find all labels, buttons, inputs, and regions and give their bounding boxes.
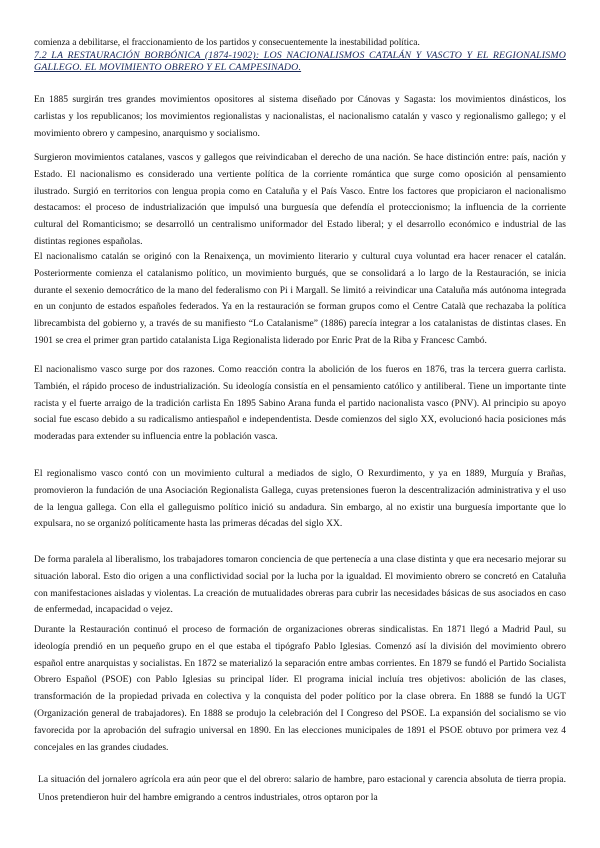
paragraph-workers-movement: De forma paralela al liberalismo, los trabajadores tomaron conciencia de que pertenecía a una clase distinta y que era necesario mejorar su situación laboral. Esto dio origen a una conflictividad social por la lucha por la igualdad. El movimiento obrero se concretó en Cataluña con manifestaciones aisladas y violentas. La creación de mutualidades obreras para cubrir las necesidades básicas de sus asociados en caso de enfermedad, incapacidad o vejez. [34,555,566,616]
paragraph-nationalism-origins: Surgieron movimientos catalanes, vascos y gallegos que reivindicaban el derecho de una nación. Se hace distinción entre: país, nación y Estado. El nacionalismo es considerado una vertiente política de la corriente romántica que surge como oposición al pensamiento ilustrado. Surgió en territorios con lengua propia como en Cataluña y el País Vasco. Entre los factores que propiciaron el nacionalismo destacamos: el proceso de industrialización que impulsó una burguesía que defendía el proteccionismo; la influencia de la corriente cultural del Romanticismo; se desarrolló un centralismo uniformador del Estado liberal; y el desarrollo económico e industrial de las distintas regiones españolas. [34,153,566,247]
section-title: 7.2 LA RESTAURACIÓN BORBÓNICA (1874-1902): LOS NACIONALISMOS CATALÁN Y VASCTO Y EL REGIONALISMO GALLEGO. EL MOVIMIENTO OBRERO Y EL CAMPESINADO. [34,50,566,74]
paragraph-basque-nationalism: El nacionalismo vasco surge por dos razones. Como reacción contra la abolición de los fueros en 1876, tras la tercera guerra carlista. También, el rápido proceso de industrialización. Su ideología consistía en el pensamiento católico y antiliberal. Tiene un importante tinte racista y el fuerte arraigo de la tradición carlista En 1895 Sabino Arana funda el partido nacionalista vasco (PNV). Al principio su apoyo social fue escaso debido a su radicalismo antiespañol e independentista. Desde comienzos del siglo XX, evolucionó hacia posiciones más moderadas para extender su influencia entre la población vasca. [34,365,566,443]
continuation-line: comienza a debilitarse, el fraccionamiento de los partidos y consecuentemente la inestabilidad política. [34,38,420,48]
paragraph-galician-regionalism: El regionalismo vasco contó con un movimiento cultural a mediados de siglo, O Rexurdimento, y ya en 1889, Murguía y Brañas, promovieron la fundación de una Asociación Regionalista Gallega, cuyas pretensiones fueron la descentralización administrativa y el uso de la lengua gallega. Con ella el galleguismo político inició su andadura. Sin embargo, al no existir una burguesía importante que lo expulsara, no se organizó políticamente hasta las primeras décadas del siglo XX. [34,469,566,530]
paragraph-opposition-movements: En 1885 surgirán tres grandes movimientos opositores al sistema diseñado por Cánovas y Sagasta: los movimientos dinásticos, los carlistas y los republicanos; los movimientos regionalistas y nacionalistas, el nacionalismo catalán y vasco y regionalismo gallego; y el movimiento obrero y campesino, anarquismo y socialismo. [34,95,566,139]
paragraph-socialism: Durante la Restauración continuó el proceso de formación de organizaciones obreras sindicalistas. En 1871 llegó a Madrid Paul, su ideología prendió en un pequeño grupo en el que estaba el tipógrafo Pablo Iglesias. Comenzó así la división del movimiento obrero español entre anarquistas y socialistas. En 1872 se materializó la separación entre ambas corrientes. En 1879 se fundó el Partido Socialista Obrero Español (PSOE) con Pablo Iglesias su principal líder. El programa inicial incluía tres objetivos: abolición de las clases, transformación de la propiedad privada en colectiva y la conquista del poder político por la clase obrera. En 1888 se fundó la UGT (Organización general de trabajadores). En 1888 se produjo la celebración del I Congreso del PSOE. La expansión del socialismo se vio favorecida por la aprobación del sufragio universal en 1890. En las elecciones municipales de 1891 el PSOE obtuvo por primera vez 4 concejales en las grandes ciudades. [34,625,566,753]
paragraph-peasantry: La situación del jornalero agrícola era aún peor que el del obrero: salario de hambre, paro estacional y carencia absoluta de tierra propia. Unos pretendieron huir del hambre emigrando a centros industriales, otros optaron por la [38,775,566,803]
paragraph-catalan-nationalism: El nacionalismo catalán se originó con la Renaixença, un movimiento literario y cultural cuya voluntad era hacer renacer el catalán. Posteriormente comienza el catalanismo político, un movimiento burgués, que se consolidará a lo largo de la Restauración, se inicia durante el sexenio democrático de la mano del federalismo con Pi i Margall. Se limitó a reivindicar una Cataluña más autónoma integrada en un conjunto de estados españoles federados. Ya en la restauración se forman grupos como el Centre Català que rechazaba la política librecambista del gobierno y, a través de su manifiesto “Lo Catalanisme” (1886) parecía integrar a los catalanistas de distintas clases. En 1901 se crea el primer gran partido catalanista Liga Regionalista liderado por Enric Prat de la Riba y Francesc Cambó. [34,252,566,346]
